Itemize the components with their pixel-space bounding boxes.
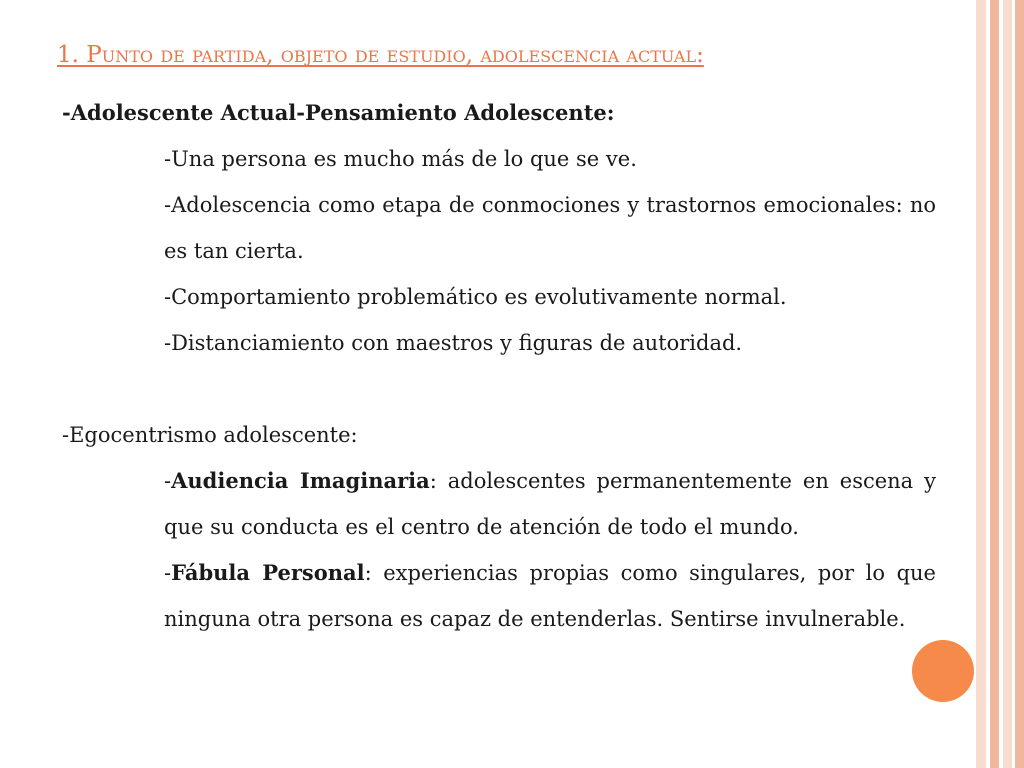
s2-item1-text: : adolescentes permanentemente en escena y que su conducta es el centro de atención de todo el mundo.	[164, 469, 936, 539]
term-audiencia-imaginaria: Audiencia Imaginaria	[171, 468, 430, 493]
s1-bullet-4: -Distanciamiento con maestros y figuras de autoridad.	[164, 331, 743, 355]
spacer	[62, 366, 936, 412]
section2-heading: -Egocentrismo adolescente:	[62, 423, 358, 447]
stripe-5	[1003, 0, 1012, 768]
s2-item-audiencia	[62, 458, 936, 550]
s1-bullet-3: -Comportamiento problemático es evolutivamente normal.	[164, 285, 787, 309]
s2-item1-prefix: -	[164, 469, 172, 493]
s1-bullet-2: -Adolescencia como etapa de conmociones y trastornos emocionales: no es tan cierta.	[164, 193, 936, 263]
decorative-side-stripes	[976, 0, 1024, 768]
s2-item2-text: : experiencias propias como singulares, por lo que ninguna otra persona es capaz de entenderlas. Sentirse invulnerable.	[164, 561, 936, 631]
slide-body	[62, 90, 936, 642]
decorative-orange-circle	[912, 640, 974, 702]
stripe-7	[1015, 0, 1024, 768]
slide-title: 1. Punto de partida, objeto de estudio, adolescencia actual:	[57, 42, 704, 68]
term-fabula-personal: Fábula Personal	[171, 560, 365, 585]
s1-bullet-1: -Una persona es mucho más de lo que se ve.	[164, 147, 637, 171]
stripe-1	[976, 0, 986, 768]
s2-item-fabula	[62, 550, 936, 642]
s2-item2-prefix: -	[164, 561, 172, 585]
section1-heading: -Adolescente Actual-Pensamiento Adolescente:	[62, 100, 615, 125]
stripe-3	[990, 0, 999, 768]
